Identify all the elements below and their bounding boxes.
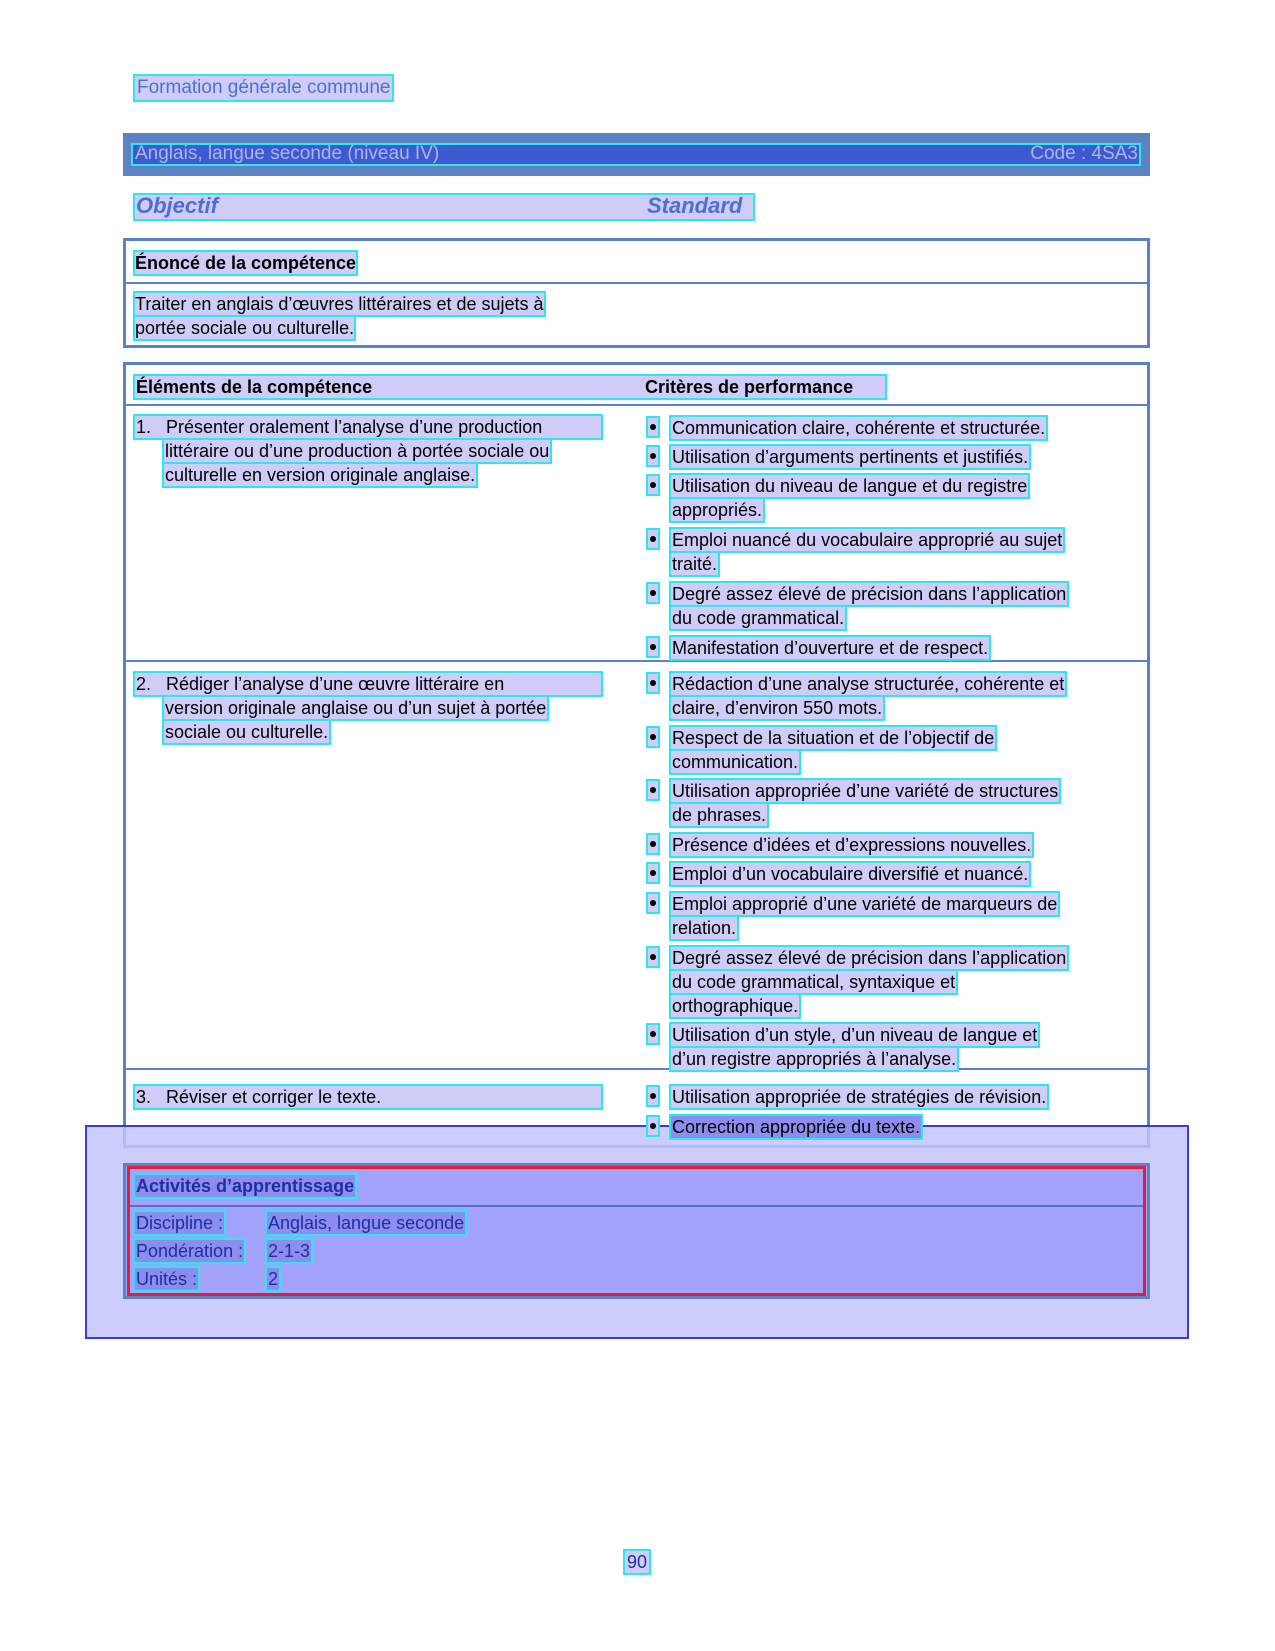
- bullet-icon: [648, 781, 658, 799]
- table-divider: [123, 660, 1150, 662]
- criterion-text: Manifestation d’ouverture et de respect.: [672, 638, 989, 658]
- elements-heading: Éléments de la compétence: [136, 377, 373, 397]
- bullet-icon: [648, 418, 658, 436]
- bullet-icon: [648, 530, 658, 548]
- criterion-text: de phrases.: [672, 805, 767, 825]
- element-text: culturelle en version originale anglaise.: [165, 465, 476, 485]
- element-number: 2.: [136, 674, 152, 694]
- criterion-text: Emploi approprié d’une variété de marqueurs de: [672, 894, 1058, 914]
- criterion-text: Utilisation du niveau de langue et du registre: [672, 476, 1028, 496]
- criterion-text: Degré assez élevé de précision dans l’application: [672, 584, 1067, 604]
- ponderation-value: 2-1-3: [268, 1241, 311, 1261]
- criterion-text: Utilisation d’arguments pertinents et justifiés.: [672, 447, 1029, 467]
- enonce-text: Traiter en anglais d’œuvres littéraires et de sujets à: [135, 294, 544, 314]
- course-name: Anglais, langue seconde (niveau IV): [135, 143, 440, 164]
- section-title: Formation générale commune: [137, 77, 391, 98]
- discipline-value: Anglais, langue seconde: [268, 1213, 465, 1233]
- element-text: version originale anglaise ou d’un sujet à portée: [165, 698, 547, 718]
- criteres-heading: Critères de performance: [645, 377, 854, 397]
- criterion-text: communication.: [672, 752, 799, 772]
- bullet-icon: [648, 584, 658, 602]
- criterion-text: Rédaction d’une analyse structurée, cohérente et: [672, 674, 1065, 694]
- objectif-heading: Objectif: [136, 193, 218, 218]
- course-header-bar: [123, 133, 1150, 176]
- criterion-text: relation.: [672, 918, 737, 938]
- ponderation-label: Pondération :: [136, 1241, 244, 1261]
- discipline-label: Discipline :: [136, 1213, 224, 1233]
- criterion-text: Degré assez élevé de précision dans l’application: [672, 948, 1067, 968]
- divider: [123, 282, 1150, 284]
- criterion-text: du code grammatical.: [672, 608, 845, 628]
- course-code: Code : 4SA3: [1030, 143, 1138, 164]
- element-text: 3. Réviser et corriger le texte.: [135, 1086, 601, 1108]
- criterion-text: Utilisation appropriée d’une variété de structures: [672, 781, 1059, 801]
- bullet-icon: [648, 948, 658, 966]
- criterion-text: Utilisation d’un style, d’un niveau de langue et: [672, 1025, 1038, 1045]
- bullet-icon: [648, 447, 658, 465]
- bullet-icon: [648, 638, 658, 656]
- page-number: 90: [627, 1552, 648, 1572]
- criterion-text: claire, d’environ 550 mots.: [672, 698, 883, 718]
- bullet-icon: [648, 728, 658, 746]
- bullet-icon: [648, 1117, 658, 1135]
- unites-label: Unités :: [136, 1269, 198, 1289]
- criterion-text: d’un registre appropriés à l’analyse.: [672, 1049, 957, 1069]
- element-number: 3.: [136, 1087, 152, 1107]
- criterion-text: Communication claire, cohérente et structurée.: [672, 418, 1046, 438]
- criterion-text: Emploi d’un vocabulaire diversifié et nuancé.: [672, 864, 1029, 884]
- bullet-icon: [648, 674, 658, 692]
- table-divider: [123, 404, 1150, 406]
- element-text: littéraire ou d’une production à portée sociale ou: [165, 441, 550, 461]
- bullet-icon: [648, 864, 658, 882]
- element-text: 1. Présenter oralement l’analyse d’une production: [135, 416, 601, 438]
- standard-heading: Standard: [647, 193, 743, 218]
- bullet-icon: [648, 1087, 658, 1105]
- criterion-text: du code grammatical, syntaxique et: [672, 972, 956, 992]
- enonce-heading: Énoncé de la compétence: [135, 253, 357, 273]
- criterion-text: Utilisation appropriée de stratégies de révision.: [672, 1087, 1047, 1107]
- activites-heading: Activités d’apprentissage: [136, 1176, 355, 1196]
- criterion-text: appropriés.: [672, 500, 763, 520]
- bullet-icon: [648, 835, 658, 853]
- table-divider: [123, 1068, 1150, 1070]
- criterion-text: Correction appropriée du texte.: [672, 1117, 921, 1137]
- criterion-text: Présence d’idées et d’expressions nouvelles.: [672, 835, 1032, 855]
- criterion-text: Emploi nuancé du vocabulaire approprié au sujet: [672, 530, 1063, 550]
- enonce-text: portée sociale ou culturelle.: [135, 318, 355, 338]
- element-number: 1.: [136, 417, 152, 437]
- bullet-icon: [648, 894, 658, 912]
- element-text: 2. Rédiger l’analyse d’une œuvre littéraire en: [135, 673, 601, 695]
- criterion-text: traité.: [672, 554, 718, 574]
- bullet-icon: [648, 1025, 658, 1043]
- bullet-icon: [648, 476, 658, 494]
- divider: [130, 1205, 1143, 1207]
- unites-value: 2: [268, 1269, 279, 1289]
- element-text: sociale ou culturelle.: [165, 722, 329, 742]
- criterion-text: Respect de la situation et de l’objectif de: [672, 728, 995, 748]
- criterion-text: orthographique.: [672, 996, 799, 1016]
